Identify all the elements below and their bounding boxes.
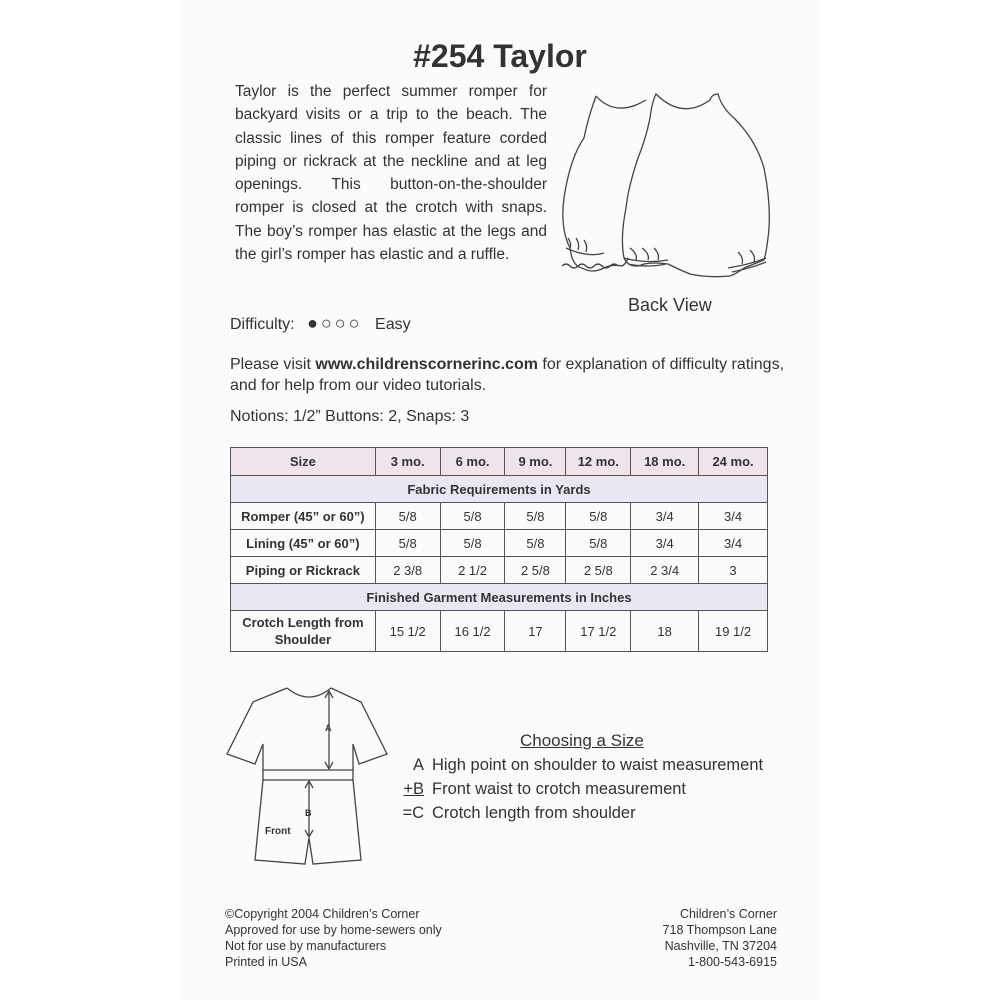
section-title-measurements: Finished Garment Measurements in Inches (231, 584, 768, 611)
copyright-line: Printed in USA (225, 955, 307, 969)
table-cell: 18 (631, 611, 699, 652)
requirements-table (230, 447, 768, 652)
back-view-label: Back View (628, 295, 712, 315)
row-label-line: Shoulder (274, 632, 332, 647)
row-label-line: Crotch Length from (242, 615, 364, 630)
size-header-cell: 24 mo. (699, 448, 768, 476)
size-header-row (231, 448, 768, 476)
table-row (231, 557, 768, 584)
legend-item (388, 753, 763, 777)
table-cell: 2 5/8 (505, 557, 566, 584)
table-cell: 2 3/4 (631, 557, 699, 584)
row-label: Romper (45” or 60”) (231, 503, 376, 530)
legend-item (388, 801, 763, 825)
size-legend (388, 753, 763, 825)
table-cell: 3/4 (699, 503, 768, 530)
website-note-suffix: for explanation of difficulty ratings, and for help from our video tutorials. (230, 356, 785, 394)
company-name: Children’s Corner (679, 907, 777, 921)
table-cell: 16 1/2 (440, 611, 505, 652)
table-cell: 3/4 (631, 530, 699, 557)
choosing-size-title: Choosing a Size (520, 731, 644, 750)
company-address-block (663, 906, 777, 970)
pattern-description: Taylor is the perfect summer romper for backyard visits or a trip to the beach. The classic lines of this romper feature corded piping or rickrack at the neckline and at leg openings. This button-on-the-shoulder romper is closed at the crotch with snaps. The boy’s romper has elastic at the legs and the girl’s romper has elastic and a ruffle. (235, 83, 547, 264)
notions: Notions: 1/2” Buttons: 2, Snaps: 3 (230, 408, 470, 425)
copyright-line: ©Copyright 2004 Children’s Corner (225, 907, 420, 921)
measurement-b-label: B (305, 808, 312, 818)
romper-front-measurement-diagram (225, 684, 390, 874)
table-cell: 5/8 (505, 530, 566, 557)
table-cell: 5/8 (440, 503, 505, 530)
table-cell: 5/8 (375, 503, 440, 530)
difficulty-dots: ●○○○ (307, 313, 363, 333)
size-header-cell: 3 mo. (375, 448, 440, 476)
legend-text: Crotch length from shoulder (432, 804, 636, 822)
section-title-fabric: Fabric Requirements in Yards (231, 476, 768, 503)
table-cell: 5/8 (566, 503, 631, 530)
table-cell: 17 1/2 (566, 611, 631, 652)
section-row-measurements (231, 584, 768, 611)
table-row (231, 503, 768, 530)
table-cell: 5/8 (505, 503, 566, 530)
romper-back-view-illustration (558, 88, 778, 288)
row-label (231, 611, 376, 652)
row-label: Piping or Rickrack (231, 557, 376, 584)
copyright-line: Not for use by manufacturers (225, 939, 387, 953)
table-cell: 3/4 (699, 530, 768, 557)
legend-text: High point on shoulder to waist measurement (432, 756, 764, 774)
size-header-cell: 6 mo. (440, 448, 505, 476)
table-cell: 2 5/8 (566, 557, 631, 584)
table-cell: 17 (505, 611, 566, 652)
legend-text: Front waist to crotch measurement (432, 780, 687, 798)
measurement-a-label: A (325, 723, 332, 733)
size-header-cell: 9 mo. (505, 448, 566, 476)
phone-number: 1-800-543-6915 (688, 955, 777, 969)
website-link[interactable]: www.childrenscornerinc.com (315, 356, 538, 373)
difficulty-rating (230, 313, 411, 334)
address-line: 718 Thompson Lane (662, 923, 777, 937)
table-cell: 15 1/2 (375, 611, 440, 652)
front-label: Front (265, 826, 291, 837)
table-row (231, 530, 768, 557)
legend-symbol: A (412, 756, 424, 774)
website-note-prefix: Please visit (230, 356, 316, 373)
legend-symbol: +B (403, 780, 424, 798)
pattern-title: #254 Taylor (413, 38, 587, 74)
table-cell: 2 1/2 (440, 557, 505, 584)
size-header-label: Size (231, 448, 376, 476)
difficulty-label: Difficulty: (230, 316, 295, 333)
row-label: Lining (45” or 60”) (231, 530, 376, 557)
copyright-block (225, 906, 442, 970)
table-cell: 3/4 (631, 503, 699, 530)
website-note (230, 354, 790, 396)
table-cell: 5/8 (375, 530, 440, 557)
difficulty-level: Easy (375, 316, 411, 333)
table-row (231, 611, 768, 652)
section-row-fabric (231, 476, 768, 503)
table-cell: 19 1/2 (699, 611, 768, 652)
legend-symbol: =C (402, 804, 424, 822)
size-header-cell: 12 mo. (566, 448, 631, 476)
legend-item (388, 777, 763, 801)
table-cell: 2 3/8 (375, 557, 440, 584)
size-header-cell: 18 mo. (631, 448, 699, 476)
table-cell: 5/8 (566, 530, 631, 557)
table-cell: 5/8 (440, 530, 505, 557)
address-line: Nashville, TN 37204 (664, 939, 777, 953)
table-cell: 3 (699, 557, 768, 584)
copyright-line: Approved for use by home-sewers only (225, 923, 442, 937)
